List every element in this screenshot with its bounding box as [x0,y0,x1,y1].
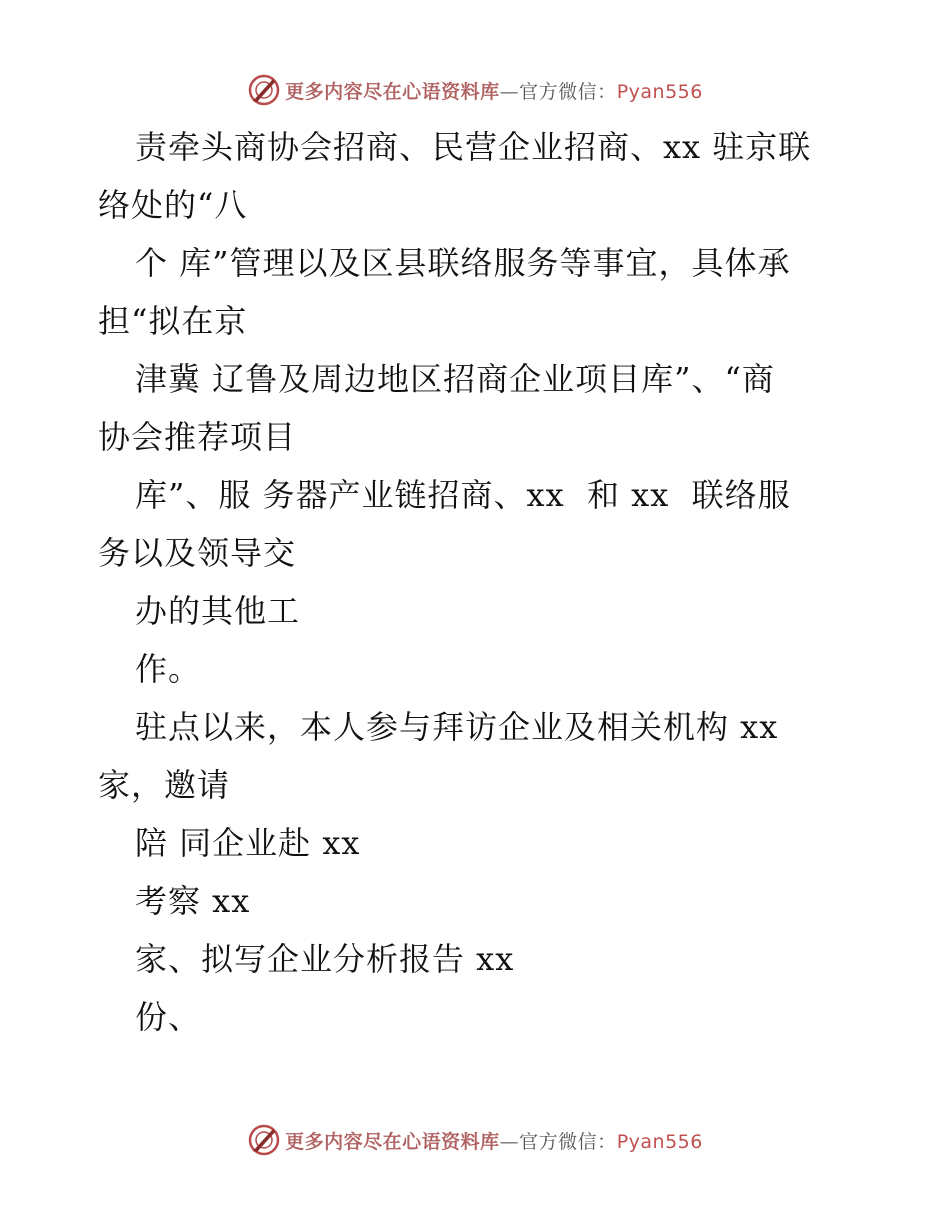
text-line: 陪 同企业赴 xx [135,824,361,862]
quill-logo-icon [247,1123,281,1157]
watermark-text: 更多内容尽在心语资料库—官方微信：Pyan556 [285,1130,703,1153]
header-watermark [0,72,950,108]
text-line: 作。 [135,650,202,688]
text-line: 库”、服 务器产业链招商、xx 和 xx 联络服 [135,476,791,514]
text-line: 络处的“八 [98,186,248,224]
document-body [98,118,858,1046]
text-line: 责牵头商协会招商、民营企业招商、xx 驻京联 [135,128,812,166]
footer-watermark [0,1122,950,1158]
quill-logo-icon [247,73,281,107]
text-line: 家，邀请 [98,766,231,804]
text-line: 津冀 辽鲁及周边地区招商企业项目库”、“商 [135,360,775,398]
text-line: 务以及领导交 [98,534,297,572]
text-line: 担“拟在京 [98,302,248,340]
text-line: 办的其他工 [135,592,301,630]
text-line: 考察 xx [135,882,251,920]
text-line: 份、 [135,998,202,1036]
text-line: 驻点以来，本人参与拜访企业及相关机构 xx [135,708,779,746]
text-line: 协会推荐项目 [98,418,297,456]
text-line: 个 库”管理以及区县联络服务等事宜，具体承 [135,244,791,282]
watermark-text: 更多内容尽在心语资料库—官方微信：Pyan556 [285,80,703,103]
text-line: 家、拟写企业分析报告 xx [135,940,515,978]
